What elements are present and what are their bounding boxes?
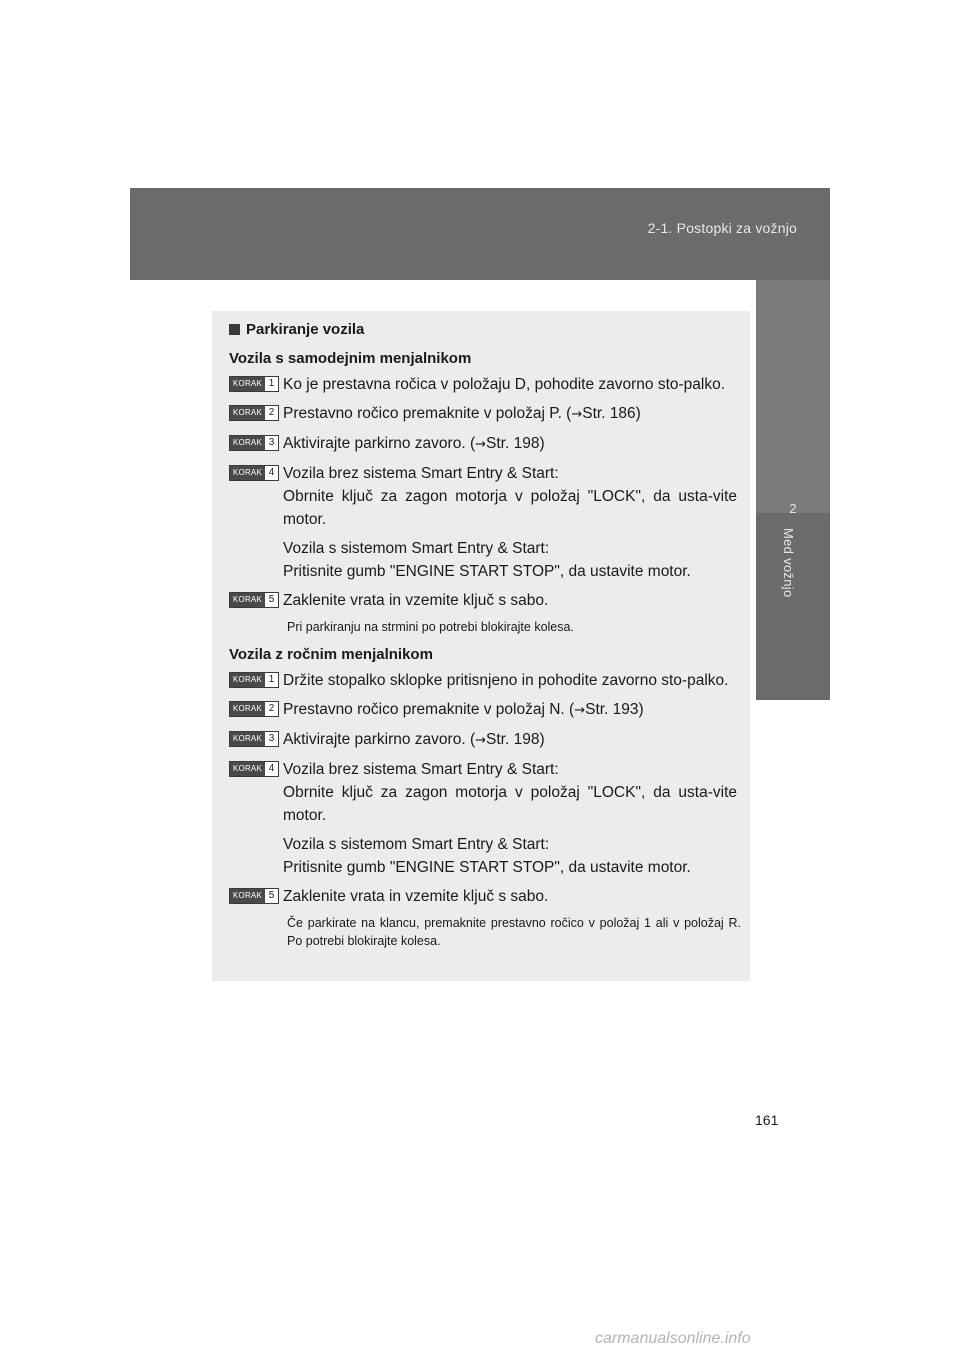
step-badge: KORAK 5	[229, 592, 279, 608]
step-badge: KORAK 2	[229, 701, 279, 717]
box-heading	[229, 321, 739, 338]
box-heading-text: Parkiranje vozila	[246, 321, 365, 338]
step	[229, 758, 739, 879]
manual-note: Če parkirate na klancu, premaknite prestavno ročico v položaj 1 ali v položaj R. Po potrebi blokirajte kolesa.	[287, 916, 741, 948]
step-text: Vozila brez sistema Smart Entry & Start: Obrnite ključ za zagon motorja v položaj "LOCK", da usta-vite motor. Vozila s sistemom Smart Entry & Start: Pritisnite gumb "ENGINE START STOP", da ustavite motor.	[283, 465, 738, 580]
page-number: 161	[755, 1112, 779, 1128]
step	[229, 589, 739, 612]
step-text: Vozila brez sistema Smart Entry & Start: Obrnite ključ za zagon motorja v položaj "LOCK", da usta-vite motor. Vozila s sistemom Smart Entry & Start: Pritisnite gumb "ENGINE START STOP", da ustavite motor.	[283, 761, 738, 876]
square-bullet-icon	[229, 324, 240, 335]
manual-subheading: Vozila z ročnim menjalnikom	[229, 646, 433, 663]
page-reference-arrow-icon: →	[571, 407, 583, 422]
step-badge: KORAK 2	[229, 405, 279, 421]
step-badge: KORAK 3	[229, 731, 279, 747]
step	[229, 402, 739, 426]
step-badge: KORAK 4	[229, 761, 279, 777]
section-label: 2-1. Postopki za vožnjo	[647, 220, 797, 236]
parking-info-box	[212, 311, 750, 981]
step-text: Zaklenite vrata in vzemite ključ s sabo.	[283, 592, 549, 609]
step-badge: KORAK 4	[229, 465, 279, 481]
step-badge: KORAK 3	[229, 435, 279, 451]
footer-watermark: carmanualsonline.info	[595, 1330, 751, 1347]
step-text: Prestavno ročico premaknite v položaj N. (→Str. 193)	[283, 701, 644, 718]
chapter-title: Med vožnjo	[781, 528, 796, 598]
step	[229, 373, 739, 396]
step	[229, 669, 739, 692]
step-badge: KORAK 1	[229, 672, 279, 688]
step	[229, 728, 739, 752]
step-badge: KORAK 5	[229, 888, 279, 904]
chapter-number-block	[756, 280, 830, 516]
step-text: Zaklenite vrata in vzemite ključ s sabo.	[283, 888, 549, 905]
step	[229, 462, 739, 583]
step-badge: KORAK 1	[229, 376, 279, 392]
page-reference-arrow-icon: →	[475, 437, 487, 452]
step-text: Držite stopalko sklopke pritisnjeno in pohodite zavorno sto-palko.	[283, 672, 729, 689]
page-reference-arrow-icon: →	[475, 733, 487, 748]
parking-info-content	[229, 321, 739, 960]
step-text: Aktivirajte parkirno zavoro. (→Str. 198)	[283, 731, 545, 748]
step	[229, 885, 739, 908]
step-text: Aktivirajte parkirno zavoro. (→Str. 198)	[283, 435, 545, 452]
step	[229, 698, 739, 722]
step-text: Ko je prestavna ročica v položaju D, pohodite zavorno sto-palko.	[283, 376, 726, 393]
step	[229, 432, 739, 456]
page-reference-arrow-icon: →	[574, 703, 586, 718]
header-band	[130, 188, 830, 280]
step-text: Prestavno ročico premaknite v položaj P. (→Str. 186)	[283, 405, 641, 422]
automatic-note: Pri parkiranju na strmini po potrebi blokirajte kolesa.	[287, 620, 574, 634]
chapter-number: 2	[789, 501, 797, 516]
automatic-subheading: Vozila s samodejnim menjalnikom	[229, 350, 472, 367]
chapter-side-tab	[756, 280, 830, 700]
